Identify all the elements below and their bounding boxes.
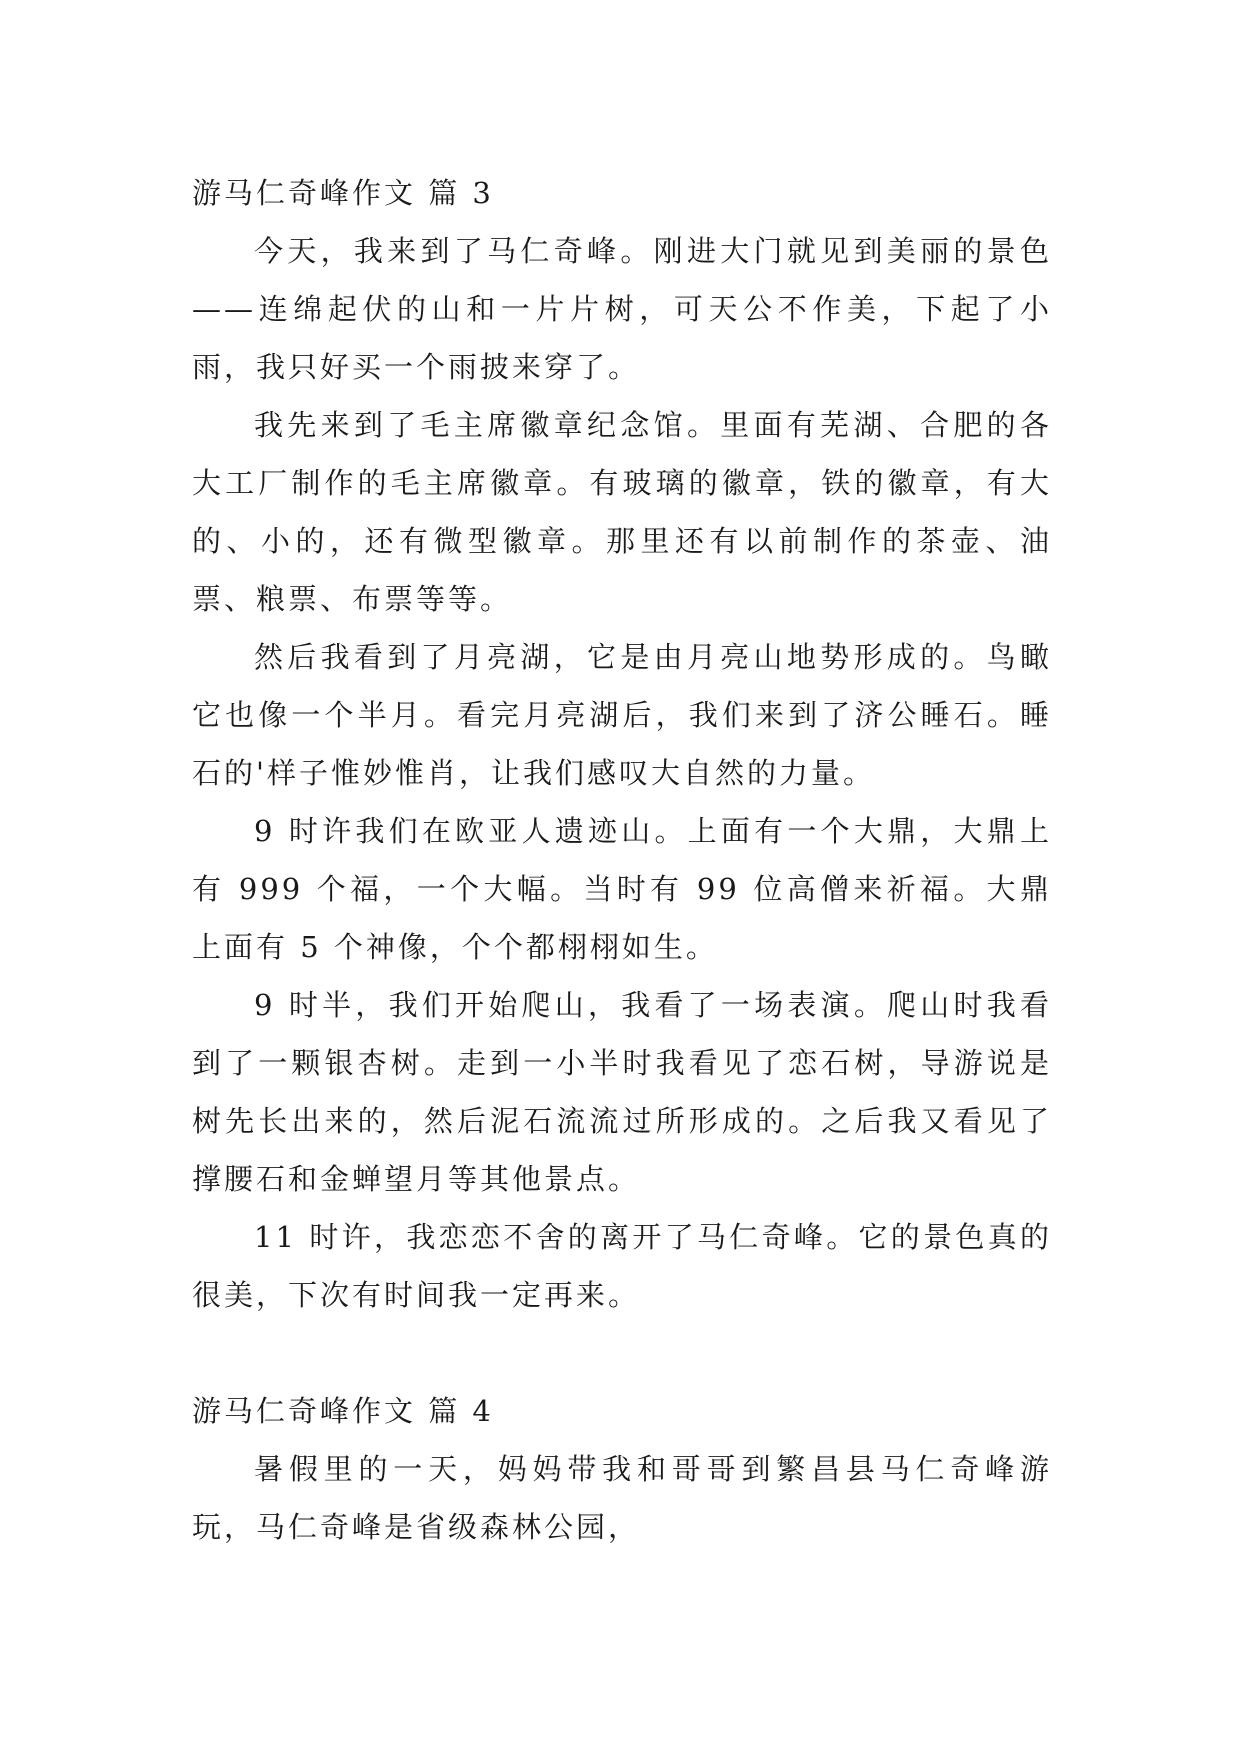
paragraph: 9 时半，我们开始爬山，我看了一场表演。爬山时我看到了一颗银杏树。走到一小半时我看见了恋石树，导游说是树先长出来的，然后泥石流流过所形成的。之后我又看见了撑腰石和金蝉望月等其他景点。: [192, 988, 1052, 1196]
section-title: 游马仁奇峰作文 篇 4: [192, 1394, 494, 1428]
paragraph: 今天，我来到了马仁奇峰。刚进大门就见到美丽的景色——连绵起伏的山和一片片树，可天公不作美，下起了小雨，我只好买一个雨披来穿了。: [192, 234, 1052, 384]
paragraph: 暑假里的一天，妈妈带我和哥哥到繁昌县马仁奇峰游玩，马仁奇峰是省级森林公园，: [192, 1452, 1052, 1544]
paragraph: 我先来到了毛主席徽章纪念馆。里面有芜湖、合肥的各大工厂制作的毛主席徽章。有玻璃的徽章，铁的徽章，有大的、小的，还有微型徽章。那里还有以前制作的茶壶、油票、粮票、布票等等。: [192, 408, 1052, 616]
essay-section-4: [192, 1382, 1052, 1556]
essay-section-3: [192, 164, 1052, 1324]
document-body: [192, 164, 1052, 1556]
paragraph: 11 时许，我恋恋不舍的离开了马仁奇峰。它的景色真的很美，下次有时间我一定再来。: [192, 1220, 1052, 1312]
section-spacer: [192, 1324, 1052, 1382]
paragraph: 9 时许我们在欧亚人遗迹山。上面有一个大鼎，大鼎上有 999 个福，一个大幅。当时有 99 位高僧来祈福。大鼎上面有 5 个神像，个个都栩栩如生。: [192, 814, 1052, 964]
paragraph: 然后我看到了月亮湖，它是由月亮山地势形成的。鸟瞰它也像一个半月。看完月亮湖后，我们来到了济公睡石。睡石的'样子惟妙惟肖，让我们感叹大自然的力量。: [192, 640, 1052, 790]
section-title: 游马仁奇峰作文 篇 3: [192, 176, 494, 210]
